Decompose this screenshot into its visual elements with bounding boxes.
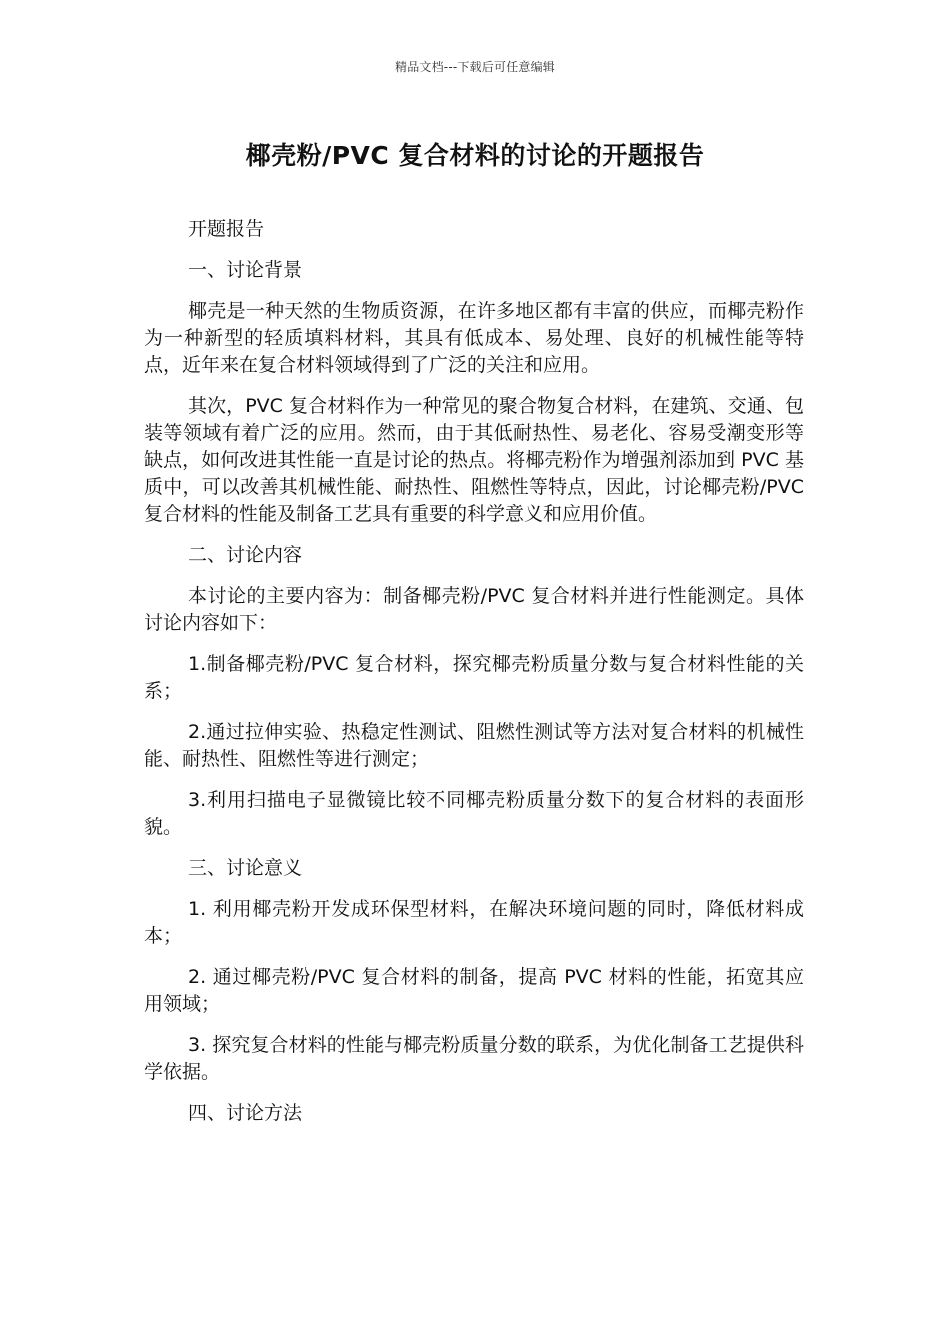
paragraph-report-label: 开题报告 (188, 218, 265, 240)
section-heading-methods: 四、讨论方法 (188, 1102, 303, 1124)
header-note: 精品文档---下载后可任意编辑 (395, 60, 555, 74)
section-heading-significance: 三、讨论意义 (188, 857, 303, 879)
paragraph-content-intro: 本讨论的主要内容为：制备椰壳粉/PVC 复合材料并进行性能测定。具体讨论内容如下： (144, 585, 804, 634)
list-item-content-2: 2.通过拉伸实验、热稳定性测试、阻燃性测试等方法对复合材料的机械性能、耐热性、阻燃性等进行测定； (144, 721, 804, 770)
list-item-content-3: 3.利用扫描电子显微镜比较不同椰壳粉质量分数下的复合材料的表面形貌。 (144, 789, 804, 838)
section-heading-background: 一、讨论背景 (188, 259, 303, 281)
list-item-content-1: 1.制备椰壳粉/PVC 复合材料，探究椰壳粉质量分数与复合材料性能的关系； (144, 653, 804, 702)
section-heading-content: 二、讨论内容 (188, 544, 303, 566)
document-title: 椰壳粉/PVC 复合材料的讨论的开题报告 (245, 141, 705, 170)
list-item-significance-1: 1. 利用椰壳粉开发成环保型材料，在解决环境问题的同时，降低材料成本； (144, 898, 804, 947)
paragraph-background-2: 其次，PVC 复合材料作为一种常见的聚合物复合材料，在建筑、交通、包装等领域有着广泛的应用。然而，由于其低耐热性、易老化、容易受潮变形等缺点，如何改进其性能一直是讨论的热点。将椰壳粉作为增强剂添加到 PVC 基质中，可以改善其机械性能、耐热性、阻燃性等特点，因此，讨论椰壳粉/PVC 复合材料的性能及制备工艺具有重要的科学意义和应用价值。 (144, 395, 804, 525)
document-body (144, 216, 804, 1141)
paragraph-background-1: 椰壳是一种天然的生物质资源，在许多地区都有丰富的供应，而椰壳粉作为一种新型的轻质填料材料，其具有低成本、易处理、良好的机械性能等特点，近年来在复合材料领域得到了广泛的关注和应用。 (144, 300, 804, 376)
list-item-significance-3: 3. 探究复合材料的性能与椰壳粉质量分数的联系，为优化制备工艺提供科学依据。 (144, 1034, 804, 1083)
list-item-significance-2: 2. 通过椰壳粉/PVC 复合材料的制备，提高 PVC 材料的性能，拓宽其应用领域； (144, 966, 804, 1015)
